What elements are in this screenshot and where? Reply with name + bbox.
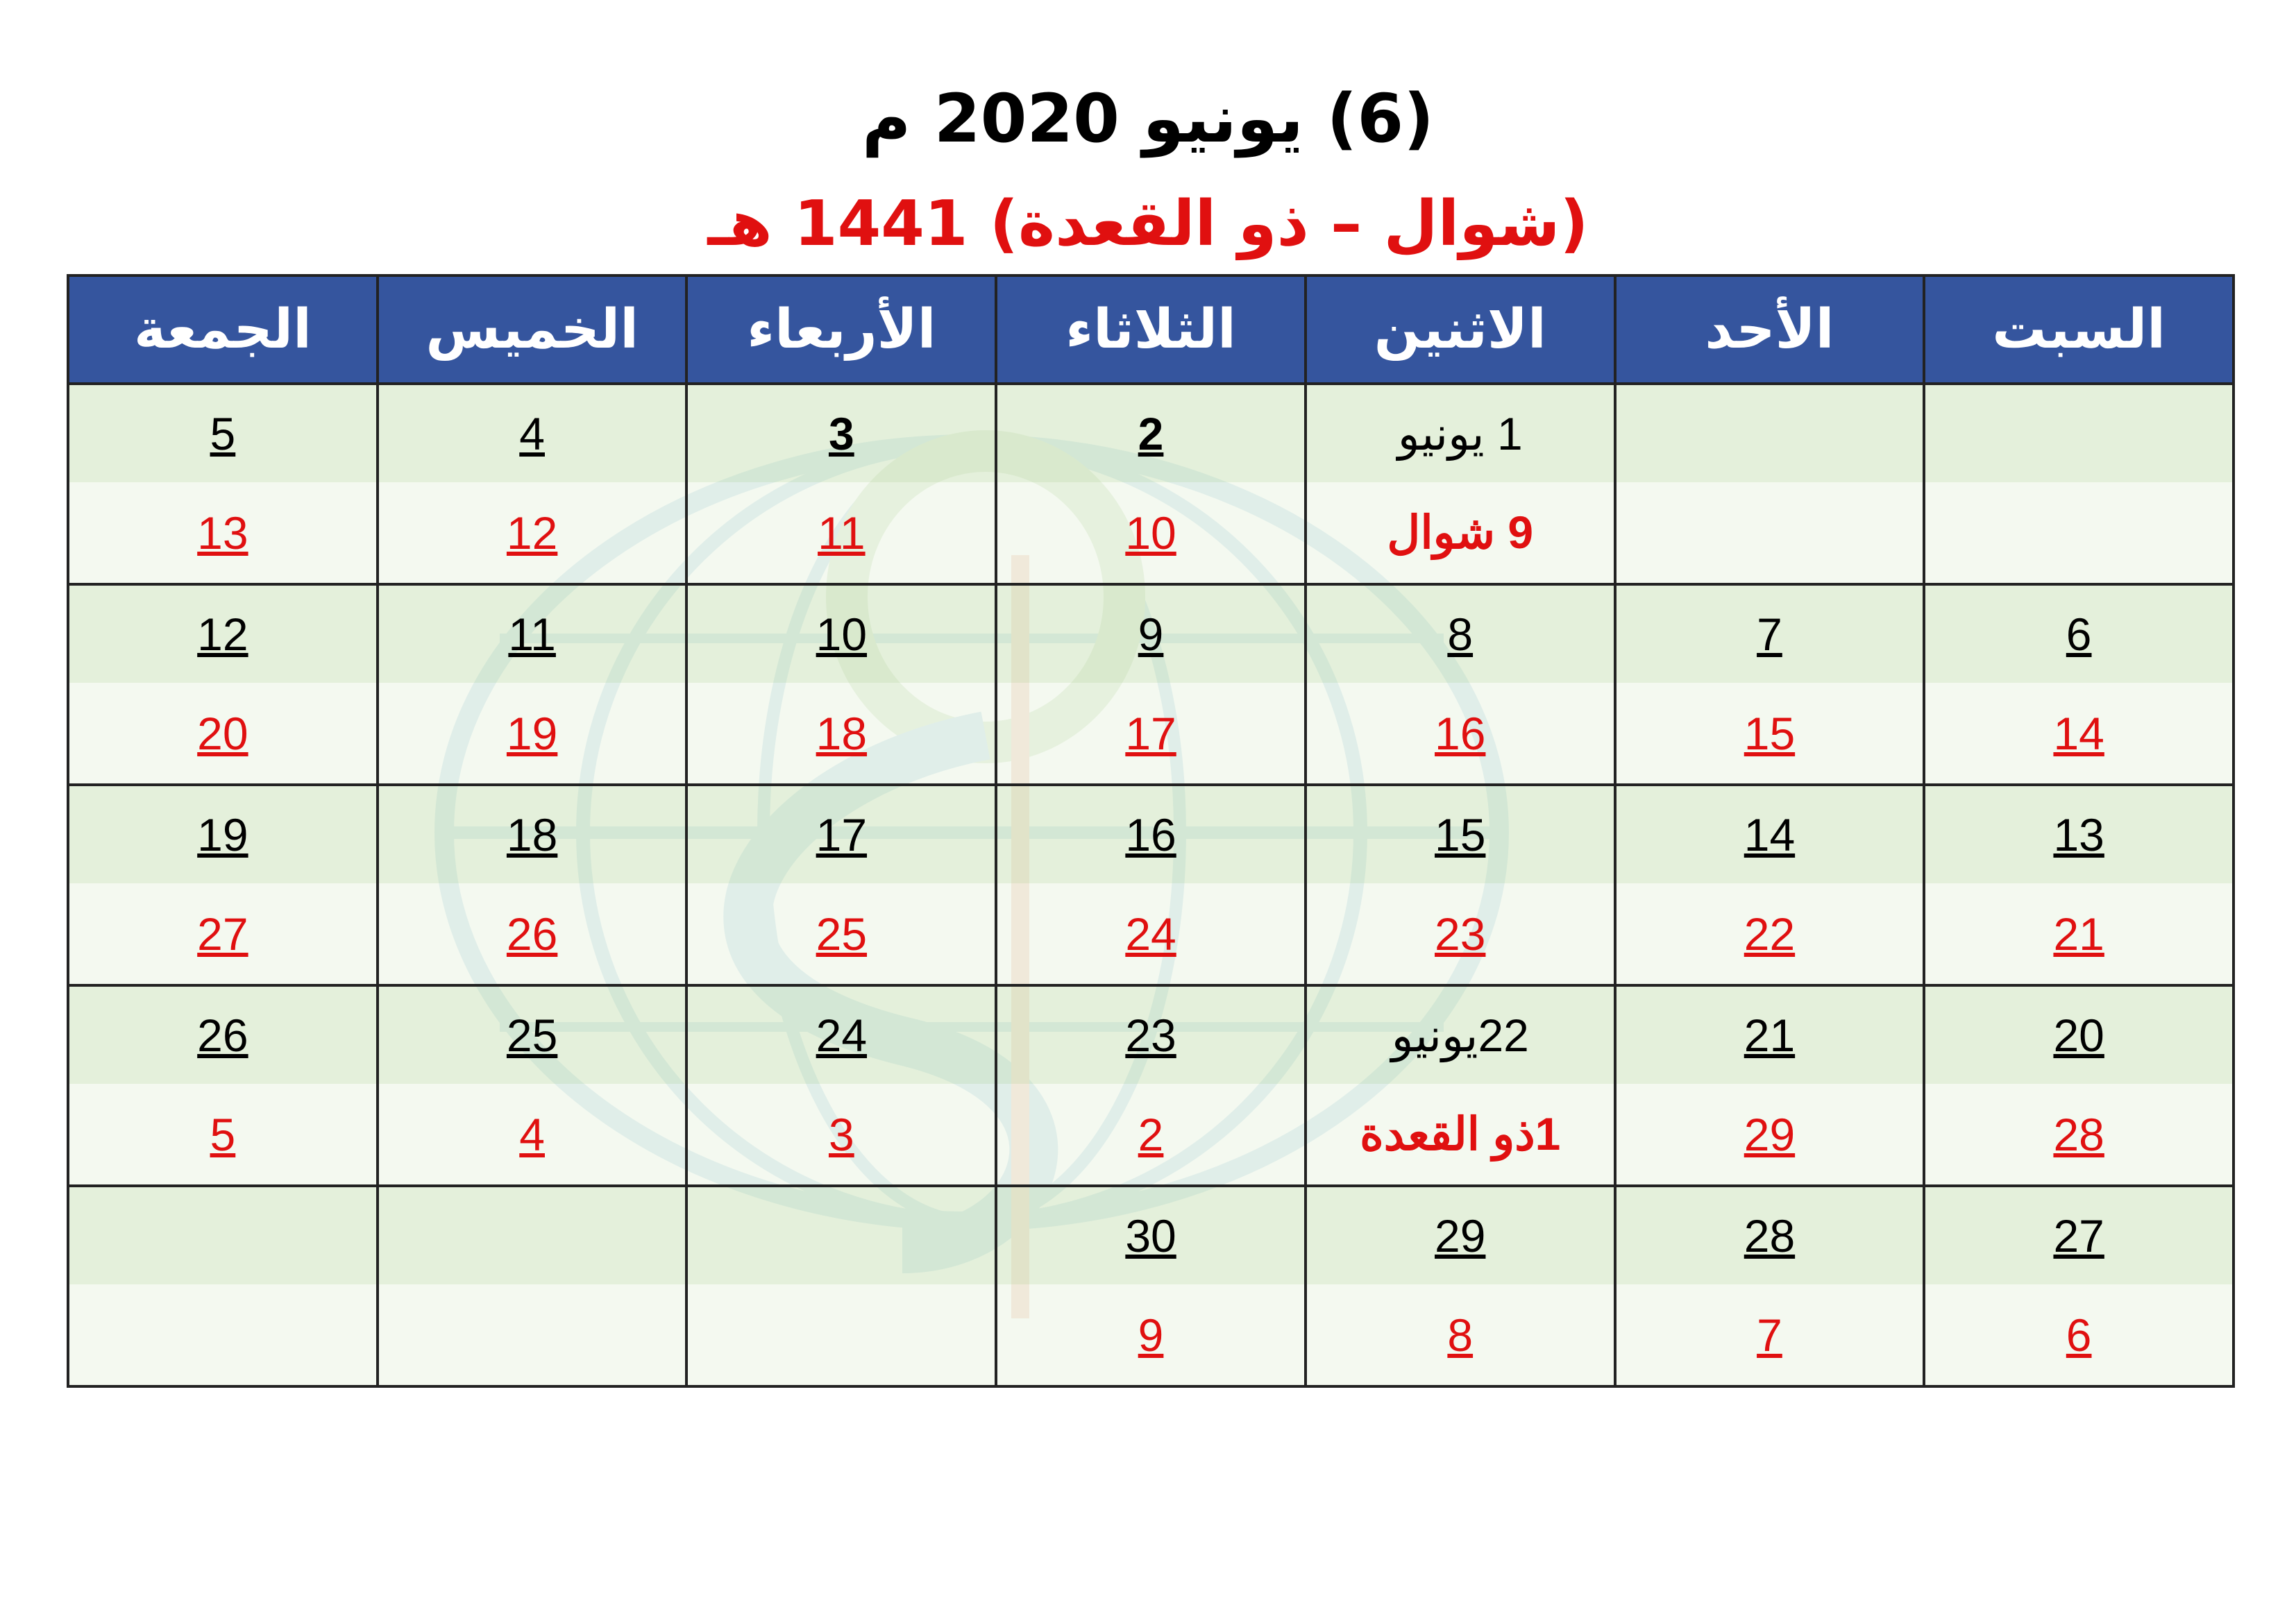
gregorian-date: 2 — [996, 384, 1306, 482]
gregorian-row — [68, 985, 2234, 1084]
empty-cell — [68, 1284, 378, 1386]
gregorian-date: 9 — [996, 584, 1306, 683]
hijri-date: 19 — [378, 683, 687, 785]
empty-cell — [378, 1186, 687, 1284]
hijri-date: 4 — [378, 1084, 687, 1186]
weekday-header: الثلاثاء — [996, 275, 1306, 384]
hijri-date: 7 — [1615, 1284, 1925, 1386]
gregorian-date: 27 — [1924, 1186, 2234, 1284]
empty-cell — [1924, 482, 2234, 584]
gregorian-date: 18 — [378, 785, 687, 883]
hijri-date: 18 — [686, 683, 996, 785]
gregorian-date: 20 — [1924, 985, 2234, 1084]
hijri-date: 22 — [1615, 883, 1925, 985]
hijri-date: 28 — [1924, 1084, 2234, 1186]
gregorian-row — [68, 384, 2234, 482]
gregorian-date: 14 — [1615, 785, 1925, 883]
hijri-date: 26 — [378, 883, 687, 985]
empty-cell — [686, 1186, 996, 1284]
hijri-date: 29 — [1615, 1084, 1925, 1186]
hijri-date: 21 — [1924, 883, 2234, 985]
gregorian-date: 3 — [686, 384, 996, 482]
gregorian-date: 11 — [378, 584, 687, 683]
gregorian-date: 6 — [1924, 584, 2234, 683]
gregorian-date: 4 — [378, 384, 687, 482]
weekday-header-row — [68, 275, 2234, 384]
hijri-row — [68, 883, 2234, 985]
empty-cell — [1924, 384, 2234, 482]
gregorian-date: 29 — [1306, 1186, 1615, 1284]
gregorian-date: 21 — [1615, 985, 1925, 1084]
hijri-date — [1306, 1084, 1615, 1186]
hijri-month-start: 9 شوال — [1387, 507, 1534, 558]
hijri-row — [68, 1284, 2234, 1386]
gregorian-date: 17 — [686, 785, 996, 883]
hijri-month-start: 1ذو القعدة — [1360, 1108, 1561, 1159]
hijri-row — [68, 683, 2234, 785]
hijri-date: 16 — [1306, 683, 1615, 785]
gregorian-date: 25 — [378, 985, 687, 1084]
hijri-date: 11 — [686, 482, 996, 584]
gregorian-row — [68, 1186, 2234, 1284]
gregorian-date: 8 — [1306, 584, 1615, 683]
gregorian-date: 5 — [68, 384, 378, 482]
hijri-date: 2 — [996, 1084, 1306, 1186]
gregorian-date: 30 — [996, 1186, 1306, 1284]
gregorian-month-start: 1 يونيو — [1397, 407, 1523, 459]
weekday-header: الخميس — [378, 275, 687, 384]
hijri-date: 9 — [996, 1284, 1306, 1386]
gregorian-date: 16 — [996, 785, 1306, 883]
gregorian-date: 26 — [68, 985, 378, 1084]
hijri-date: 24 — [996, 883, 1306, 985]
hijri-date: 5 — [68, 1084, 378, 1186]
calendar-table — [67, 274, 2235, 1388]
hijri-date: 8 — [1306, 1284, 1615, 1386]
gregorian-date-label: 22يونيو — [1391, 1009, 1529, 1061]
gregorian-date: 10 — [686, 584, 996, 683]
empty-cell — [378, 1284, 687, 1386]
gregorian-row — [68, 584, 2234, 683]
weekday-header: الجمعة — [68, 275, 378, 384]
weekday-header: السبت — [1924, 275, 2234, 384]
hijri-row — [68, 482, 2234, 584]
hijri-date: 6 — [1924, 1284, 2234, 1386]
hijri-date: 14 — [1924, 683, 2234, 785]
gregorian-date: 24 — [686, 985, 996, 1084]
weekday-header: الاثنين — [1306, 275, 1615, 384]
weekday-header: الأربعاء — [686, 275, 996, 384]
gregorian-date — [1306, 384, 1615, 482]
gregorian-date: 15 — [1306, 785, 1615, 883]
empty-cell — [1615, 482, 1925, 584]
hijri-date: 13 — [68, 482, 378, 584]
hijri-date: 3 — [686, 1084, 996, 1186]
gregorian-row — [68, 785, 2234, 883]
gregorian-date: 23 — [996, 985, 1306, 1084]
hijri-date: 23 — [1306, 883, 1615, 985]
gregorian-date: 19 — [68, 785, 378, 883]
hijri-date: 10 — [996, 482, 1306, 584]
empty-cell — [1615, 384, 1925, 482]
gregorian-date: 13 — [1924, 785, 2234, 883]
gregorian-date: 12 — [68, 584, 378, 683]
gregorian-date — [1306, 985, 1615, 1084]
gregorian-date: 28 — [1615, 1186, 1925, 1284]
empty-cell — [686, 1284, 996, 1386]
weekday-header: الأحد — [1615, 275, 1925, 384]
hijri-date — [1306, 482, 1615, 584]
hijri-date: 27 — [68, 883, 378, 985]
hijri-date: 25 — [686, 883, 996, 985]
empty-cell — [68, 1186, 378, 1284]
gregorian-date: 7 — [1615, 584, 1925, 683]
title-hijri: (شوال – ذو القعدة) 1441 هـ — [707, 187, 1589, 260]
title-gregorian: (6) يونيو 2020 م — [861, 80, 1434, 158]
hijri-date: 12 — [378, 482, 687, 584]
hijri-date: 15 — [1615, 683, 1925, 785]
hijri-row — [68, 1084, 2234, 1186]
hijri-date: 20 — [68, 683, 378, 785]
hijri-date: 17 — [996, 683, 1306, 785]
